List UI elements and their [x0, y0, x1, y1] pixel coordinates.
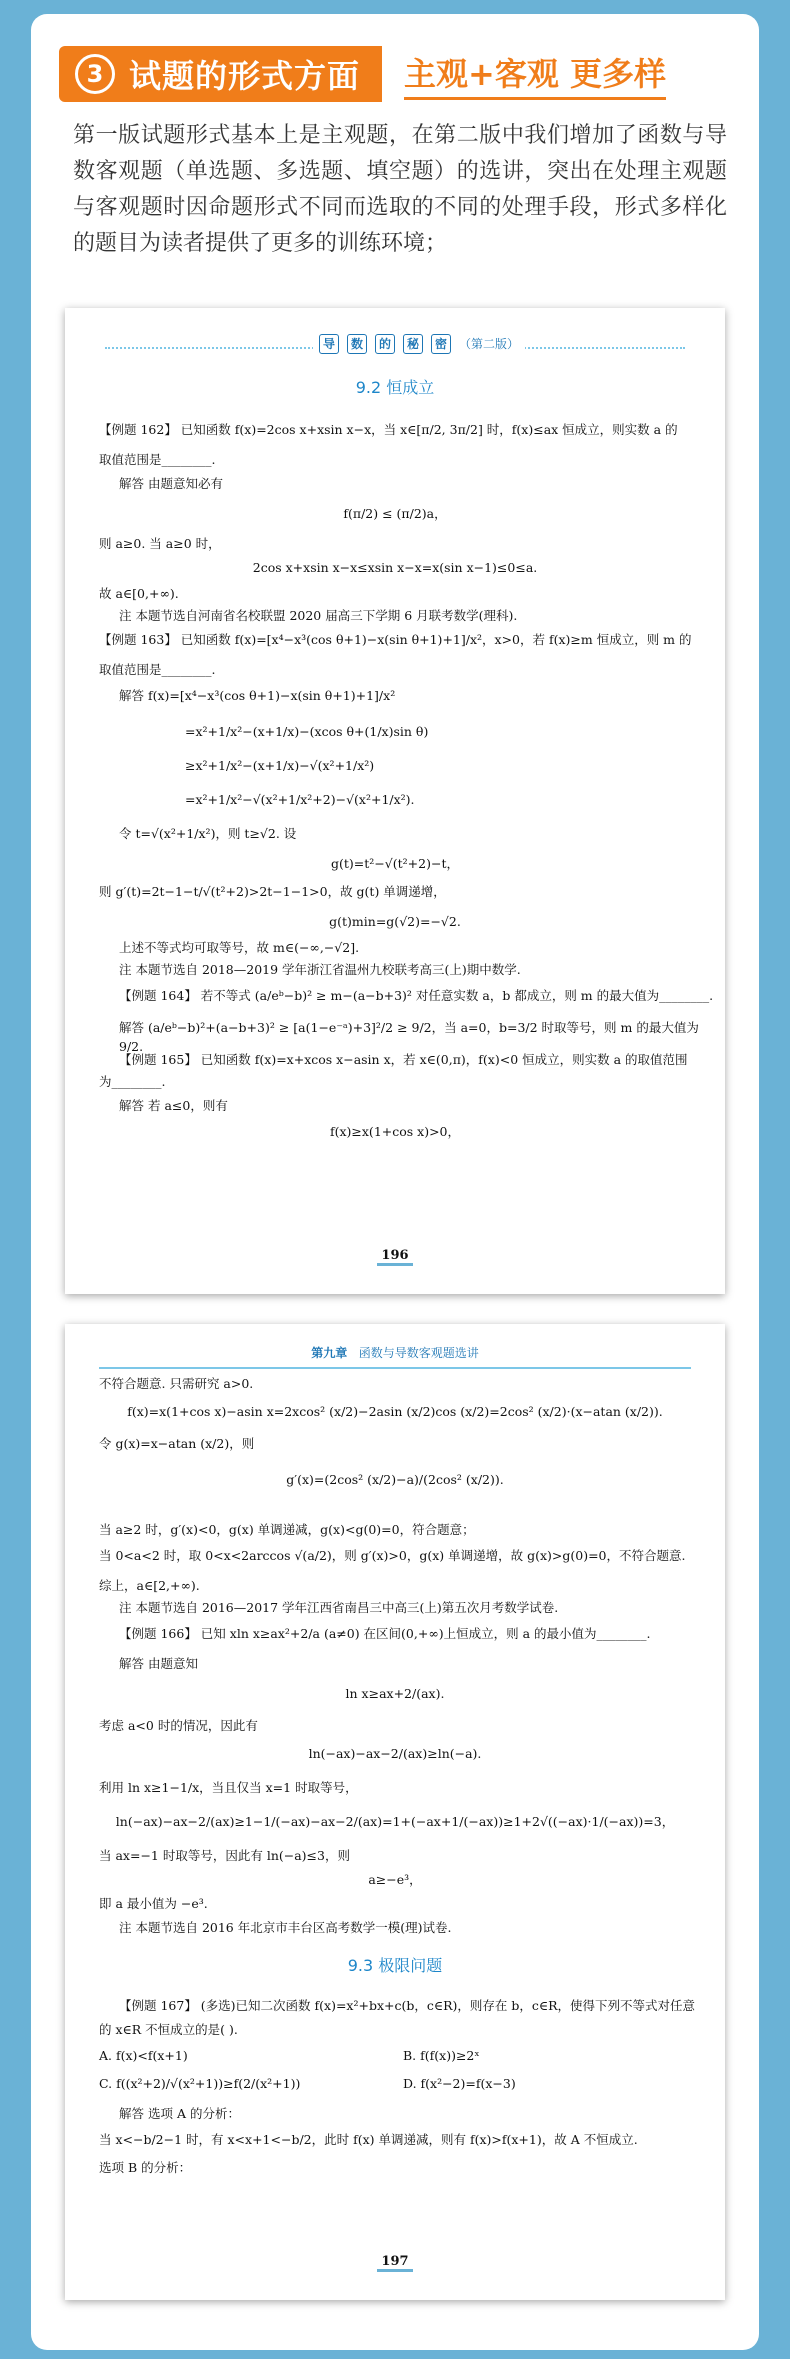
feature-card — [31, 14, 759, 2350]
running-head-char: 的 — [375, 334, 395, 354]
note-line: 注 本题节选自 2018—2019 学年浙江省温州九校联考高三(上)期中数学. — [119, 962, 521, 977]
text-line: 为________. — [99, 1074, 166, 1089]
text-line: 不符合题意. 只需研究 a>0. — [99, 1376, 254, 1391]
formula-line: 2cos x+xsin x−x≤xsin x−x=x(sin x−1)≤0≤a. — [252, 560, 538, 575]
page-number-value: 196 — [377, 1248, 412, 1266]
example-164-line1: 【例题 164】 若不等式 (a/eᵇ−b)² ≥ m−(a−b+3)² 对任意实数 a，b 都成立，则 m 的最大值为________. — [119, 988, 714, 1003]
page-number — [65, 2252, 725, 2272]
formula-line: g′(x)=(2cos² (x/2)−a)/(2cos² (x/2)). — [286, 1472, 504, 1487]
text-line: 则 a≥0. 当 a≥0 时， — [99, 536, 221, 551]
formula-line: g(t)min=g(√2)=−√2. — [329, 914, 461, 929]
note-line: 注 本题节选自 2016—2017 学年江西省南昌三中高三(上)第五次月考数学试卷. — [119, 1600, 559, 1615]
text-line: 选项 B 的分析： — [99, 2160, 192, 2175]
text-line: 考虑 a<0 时的情况，因此有 — [99, 1718, 258, 1733]
running-head — [105, 334, 685, 358]
option-c: C. f((x²+2)/√(x²+1))≥f(2/(x²+1)) — [99, 2076, 301, 2091]
option-d: D. f(x²−2)=f(x−3) — [403, 2076, 516, 2091]
page-number — [65, 1246, 725, 1266]
text-line: 即 a 最小值为 −e³. — [99, 1896, 208, 1911]
running-head-title — [313, 334, 525, 354]
text-line: 令 t=√(x²+1/x²)，则 t≥√2. 设 — [119, 826, 297, 841]
formula-line: f(x)≥x(1+cos x)>0， — [329, 1124, 461, 1139]
answer-line: 解答 (a/eᵇ−b)²+(a−b+3)² ≥ [a(1−e⁻ᵃ)+3]²/2 ≥ 9/2，当 a=0，b=3/2 时取等号，则 m 的最大值为 9/2. — [119, 1020, 699, 1055]
feature-header-badge — [59, 46, 382, 102]
formula-line: f(x)=x(1+cos x)−asin x=2xcos² (x/2)−2asin (x/2)cos (x/2)=2cos² (x/2)·(x−atan (x/2)). — [127, 1404, 663, 1419]
text-line: 取值范围是________. — [99, 452, 216, 467]
example-162-line1: 【例题 162】 已知函数 f(x)=2cos x+xsin x−x，当 x∈[π/2, 3π/2] 时，f(x)≤ax 恒成立，则实数 a 的 — [99, 422, 678, 437]
feature-header — [59, 46, 666, 102]
option-a: A. f(x)<f(x+1) — [99, 2048, 188, 2063]
running-head-char: 数 — [347, 334, 367, 354]
example-167-line1: 【例题 167】 (多选)已知二次函数 f(x)=x²+bx+c(b，c∈R)，则存在 b，c∈R，使得下列不等式对任意 — [119, 1998, 696, 2013]
formula-line: f(π/2) ≤ (π/2)a， — [343, 506, 447, 521]
text-line: 则 g′(t)=2t−1−t/√(t²+2)>2t−1−1>0，故 g(t) 单调递增， — [99, 884, 446, 899]
answer-line: 解答 f(x)=[x⁴−x³(cos θ+1)−x(sin θ+1)+1]/x² — [119, 688, 396, 703]
answer-line: 解答 选项 A 的分析： — [119, 2106, 240, 2121]
answer-line: 解答 若 a≤0，则有 — [119, 1098, 228, 1113]
running-head-char: 密 — [431, 334, 451, 354]
text-line: 当 x<−b/2−1 时，有 x<x+1<−b/2，此时 f(x) 单调递减，则有 f(x)>f(x+1)，故 A 不恒成立. — [99, 2132, 638, 2147]
formula-line: ≥x²+1/x²−(x+1/x)−√(x²+1/x²) — [185, 758, 375, 773]
note-line: 注 本题节选自 2016 年北京市丰台区高考数学一模(理)试卷. — [119, 1920, 452, 1935]
formula-line: a≥−e³， — [368, 1872, 422, 1887]
answer-line: 解答 由题意知必有 — [119, 476, 223, 491]
example-165-line1: 【例题 165】 已知函数 f(x)=x+xcos x−asin x，若 x∈(0,π)，f(x)<0 恒成立，则实数 a 的取值范围 — [119, 1052, 688, 1067]
section-title-9-2: 9.2 恒成立 — [355, 378, 435, 397]
example-163-line1: 【例题 163】 已知函数 f(x)=[x⁴−x³(cos θ+1)−x(sin θ+1)+1]/x²，x>0，若 f(x)≥m 恒成立，则 m 的 — [99, 632, 692, 647]
circled-number: 3 — [75, 54, 115, 94]
formula-line: =x²+1/x²−(x+1/x)−(xcos θ+(1/x)sin θ) — [185, 724, 429, 739]
book-page-196 — [65, 308, 725, 1294]
text-line: 取值范围是________. — [99, 662, 216, 677]
text-line: 故 a∈[0,+∞). — [99, 586, 179, 601]
answer-line: 解答 由题意知 — [119, 1656, 198, 1671]
chapter-label: 第九章 — [311, 1346, 348, 1360]
feature-title: 试题的形式方面 — [129, 57, 361, 95]
formula-line: ln(−ax)−ax−2/(ax)≥ln(−a). — [308, 1746, 482, 1761]
text-line: 当 a≥2 时，g′(x)<0，g(x) 单调递减，g(x)<g(0)=0，符合题意； — [99, 1522, 475, 1537]
feature-highlight: 主观+客观 更多样 — [404, 49, 666, 100]
formula-line: ln(−ax)−ax−2/(ax)≥1−1/(−ax)−ax−2/(ax)=1+(−ax+1/(−ax))≥1+2√((−ax)·1/(−ax))=3， — [115, 1814, 675, 1829]
text-line: 令 g(x)=x−atan (x/2)，则 — [99, 1436, 255, 1451]
option-b: B. f(f(x))≥2ˣ — [403, 2048, 480, 2063]
intro-paragraph: 第一版试题形式基本上是主观题，在第二版中我们增加了函数与导数客观题（单选题、多选题、填空题）的选讲，突出在处理主观题与客观题时因命题形式不同而选取的不同的处理手段，形式多样化的题目为读者提供了更多的训练环境； — [73, 123, 727, 256]
text-line: 上述不等式均可取等号，故 m∈(−∞,−√2]. — [119, 940, 360, 955]
chapter-title: 函数与导数客观题选讲 — [358, 1346, 479, 1360]
book-page-197 — [65, 1324, 725, 2300]
section-title-9-3: 9.3 极限问题 — [347, 1956, 443, 1975]
text-line: 利用 ln x≥1−1/x，当且仅当 x=1 时取等号， — [99, 1780, 358, 1795]
chapter-head — [99, 1344, 691, 1369]
running-head-char: 秘 — [403, 334, 423, 354]
page-number-value: 197 — [377, 2254, 412, 2272]
text-line: 当 ax=−1 时取等号，因此有 ln(−a)≤3，则 — [99, 1848, 350, 1863]
text-line: 的 x∈R 不恒成立的是( ). — [99, 2022, 238, 2037]
formula-line: ln x≥ax+2/(ax). — [345, 1686, 445, 1701]
formula-line: =x²+1/x²−√(x²+1/x²+2)−√(x²+1/x²). — [185, 792, 415, 807]
example-166-line1: 【例题 166】 已知 xln x≥ax²+2/a (a≠0) 在区间(0,+∞)上恒成立，则 a 的最小值为________. — [119, 1626, 651, 1641]
running-head-edition: （第二版） — [459, 336, 520, 351]
running-head-char: 导 — [319, 334, 339, 354]
text-line: 当 0<a<2 时，取 0<x<2arccos √(a/2)，则 g′(x)>0，g(x) 单调递增，故 g(x)>g(0)=0，不符合题意. — [99, 1548, 686, 1563]
note-line: 注 本题节选自河南省名校联盟 2020 届高三下学期 6 月联考数学(理科). — [119, 608, 518, 623]
formula-line: g(t)=t²−√(t²+2)−t， — [331, 856, 459, 871]
text-line: 综上，a∈[2,+∞). — [99, 1578, 200, 1593]
